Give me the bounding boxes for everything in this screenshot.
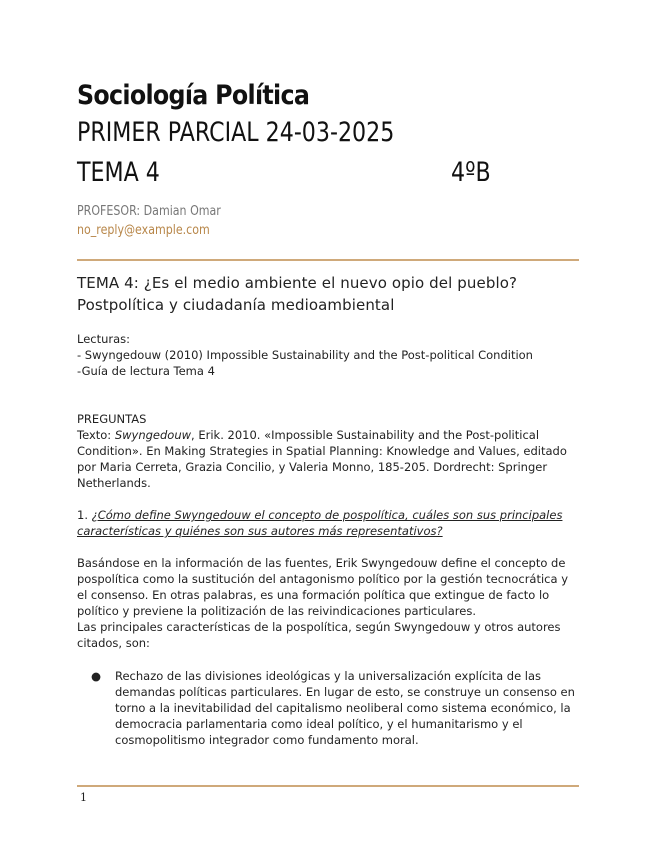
bullet-icon: ● [90, 669, 102, 683]
professor-email[interactable]: no_reply@example.com [77, 223, 210, 238]
exam-title: PRIMER PARCIAL 24-03-2025 [77, 117, 395, 148]
source-prefix: Texto: [77, 428, 115, 442]
question-text: ¿Cómo define Swyngedouw el concepto de pospolítica, cuáles son sus principales características y quiénes son sus autores más representativos? [77, 508, 563, 538]
readings-label: Lecturas: [77, 332, 131, 346]
footer-divider [77, 785, 579, 787]
questions-section [77, 411, 577, 491]
list-item [77, 668, 577, 748]
source-rest: , Erik. 2010. «Impossible Sustainability and the Post-political Condition». En Making Strategies in Spatial Planning: Knowledge and Values, editado por Maria Cerreta, Grazia Concilio, y Valeria Monno, 185-205. Dordrecht: Springer Netherlands. [77, 428, 567, 490]
characteristics-list [77, 668, 577, 748]
readings-section [77, 331, 577, 379]
questions-label: PREGUNTAS [77, 412, 147, 426]
list-item-text: Rechazo de las divisiones ideológicas y la universalización explícita de las demandas políticas particulares. En lugar de esto, se construye un consenso en torno a la inevitabilidad del capitalismo neoliberal como sistema económico, la democracia parlamentaria como ideal político, y el humanitarismo y el cosmopolitismo integrador como fundamento moral. [115, 669, 575, 747]
question-1 [77, 507, 577, 539]
answer-paragraph: Basándose en la información de las fuentes, Erik Swyngedouw define el concepto de pospolítica como la sustitución del antagonismo político por la gestión tecnocrática y el consenso. En otras palabras, es una formación política que extingue de facto lo político y previene la politización de las reivindicaciones particulares. [77, 556, 569, 618]
answer-section [77, 555, 577, 651]
grade-label: 4ºB [451, 157, 491, 188]
page-number: 1 [80, 791, 87, 804]
course-title: Sociología Política [77, 80, 310, 111]
topic-heading: TEMA 4: ¿Es el medio ambiente el nuevo opio del pueblo? Postpolítica y ciudadanía medioambiental [77, 274, 518, 314]
reading-item: - Swyngedouw (2010) Impossible Sustainability and the Post-political Condition [77, 348, 533, 362]
question-number: 1. [77, 508, 92, 522]
professor-name: PROFESOR: Damian Omar [77, 204, 221, 219]
source-text [77, 427, 577, 491]
source-author: Swyngedouw [114, 428, 192, 442]
tema-label: TEMA 4 [77, 157, 160, 188]
header-divider [77, 259, 579, 261]
answer-paragraph: Las principales características de la pospolítica, según Swyngedouw y otros autores citados, son: [77, 620, 561, 650]
reading-item: -Guía de lectura Tema 4 [77, 364, 215, 378]
